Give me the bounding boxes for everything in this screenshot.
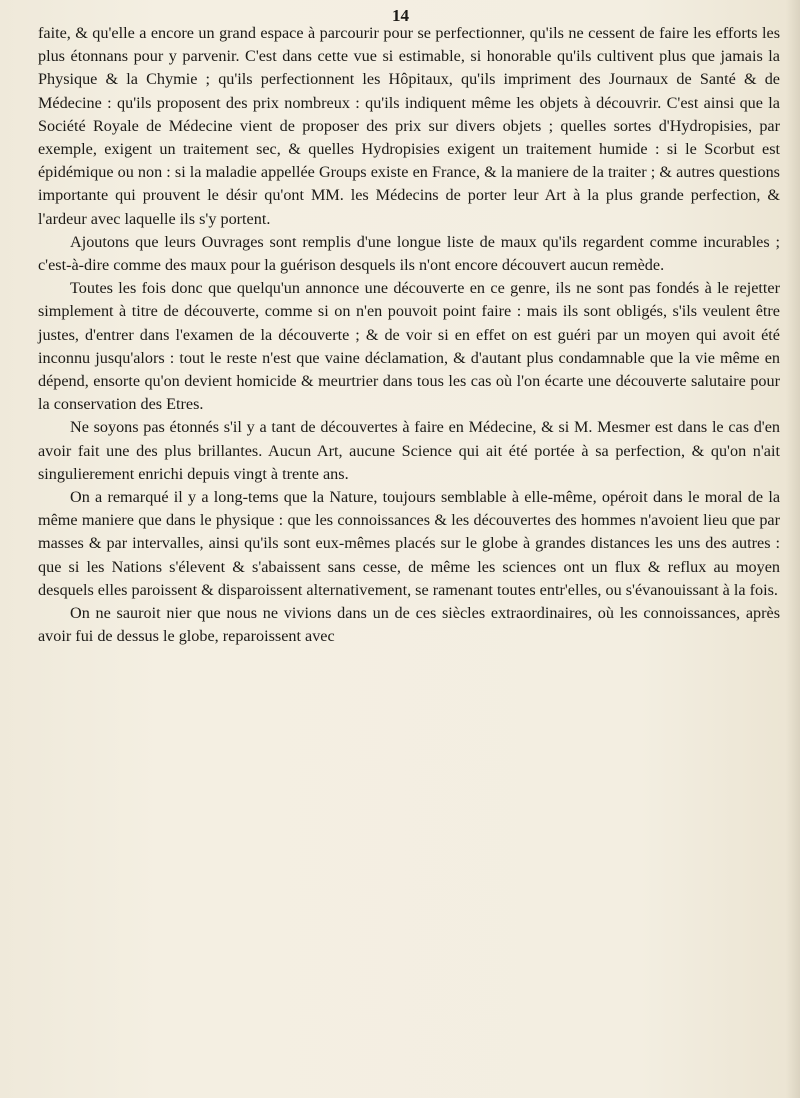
paragraph: faite, & qu'elle a encore un grand espace à parcourir pour se perfectionner, qu'ils ne cessent de faire les efforts les plus étonnans pour y parvenir. C'est dans cette vue si estimable, si honorable qu'ils cultivent plus que jamais la Physique & la Chymie ; qu'ils perfectionnent les Hôpitaux, qu'ils impriment des Journaux de Santé & de Médecine : qu'ils proposent des prix nombreux : qu'ils indiquent même les objets à découvrir. C'est ainsi que la Société Royale de Médecine vient de proposer des prix sur divers objets ; quelles sortes d'Hydropisies, par exemple, exigent un traitement sec, & quelles Hydropisies exigent un traitement humide : si le Scorbut est épidémique ou non : si la maladie appellée Groups existe en France, & la maniere de la traiter ; & autres questions importante qui prouvent le désir qu'ont MM. les Médecins de porter leur Art à la plus grande perfection, & l'ardeur avec laquelle ils s'y portent. bbox=[38, 24, 780, 228]
page-number: 14 bbox=[392, 6, 409, 25]
paragraph: On ne sauroit nier que nous ne vivions dans un de ces siècles extraordinaires, où les connoissances, après avoir fui de dessus le globe, reparoissent avec bbox=[38, 604, 780, 646]
paragraph: Ne soyons pas étonnés s'il y a tant de découvertes à faire en Médecine, & si M. Mesmer est dans le cas d'en avoir fait une des plus brillantes. Aucun Art, aucune Science qui ait été portée à sa perfection, & qu'on n'ait singulierement enrichi depuis vingt à trente ans. bbox=[38, 418, 780, 483]
body-text bbox=[38, 22, 780, 648]
paragraph: On a remarqué il y a long-tems que la Nature, toujours semblable à elle-même, opéroit dans le moral de la même maniere que dans le physique : que les connoissances & les découvertes des hommes n'avoient lieu que par masses & par intervalles, ainsi qu'ils sont eux-mêmes placés sur le globe à grandes distances les uns des autres : que si les Nations s'élevent & s'abaissent sans cesse, de même les sciences ont un flux & reflux au moyen desquels elles paroissent & disparoissent alternativement, se ramenant toutes entr'elles, ou s'évanouissant à la fois. bbox=[38, 488, 780, 599]
paragraph: Toutes les fois donc que quelqu'un annonce une découverte en ce genre, ils ne sont pas fondés à le rejetter simplement à titre de découverte, comme si on n'en pouvoit point faire : mais ils sont obligés, s'ils veulent être justes, d'entrer dans l'examen de la découverte ; & de voir si en effet on est guéri par un moyen qui avoit été inconnu jusqu'alors : tout le reste n'est que vaine déclamation, & d'autant plus condamnable que la vie même en dépend, ensorte qu'on devient homicide & meurtrier dans tous les cas où l'on écarte une découverte salutaire pour la conservation des Etres. bbox=[38, 279, 780, 414]
page-edge-shadow bbox=[786, 0, 800, 1098]
paragraph: Ajoutons que leurs Ouvrages sont remplis d'une longue liste de maux qu'ils regardent comme incurables ; c'est-à-dire comme des maux pour la guérison desquels ils n'ont encore découvert aucun remède. bbox=[38, 232, 780, 275]
